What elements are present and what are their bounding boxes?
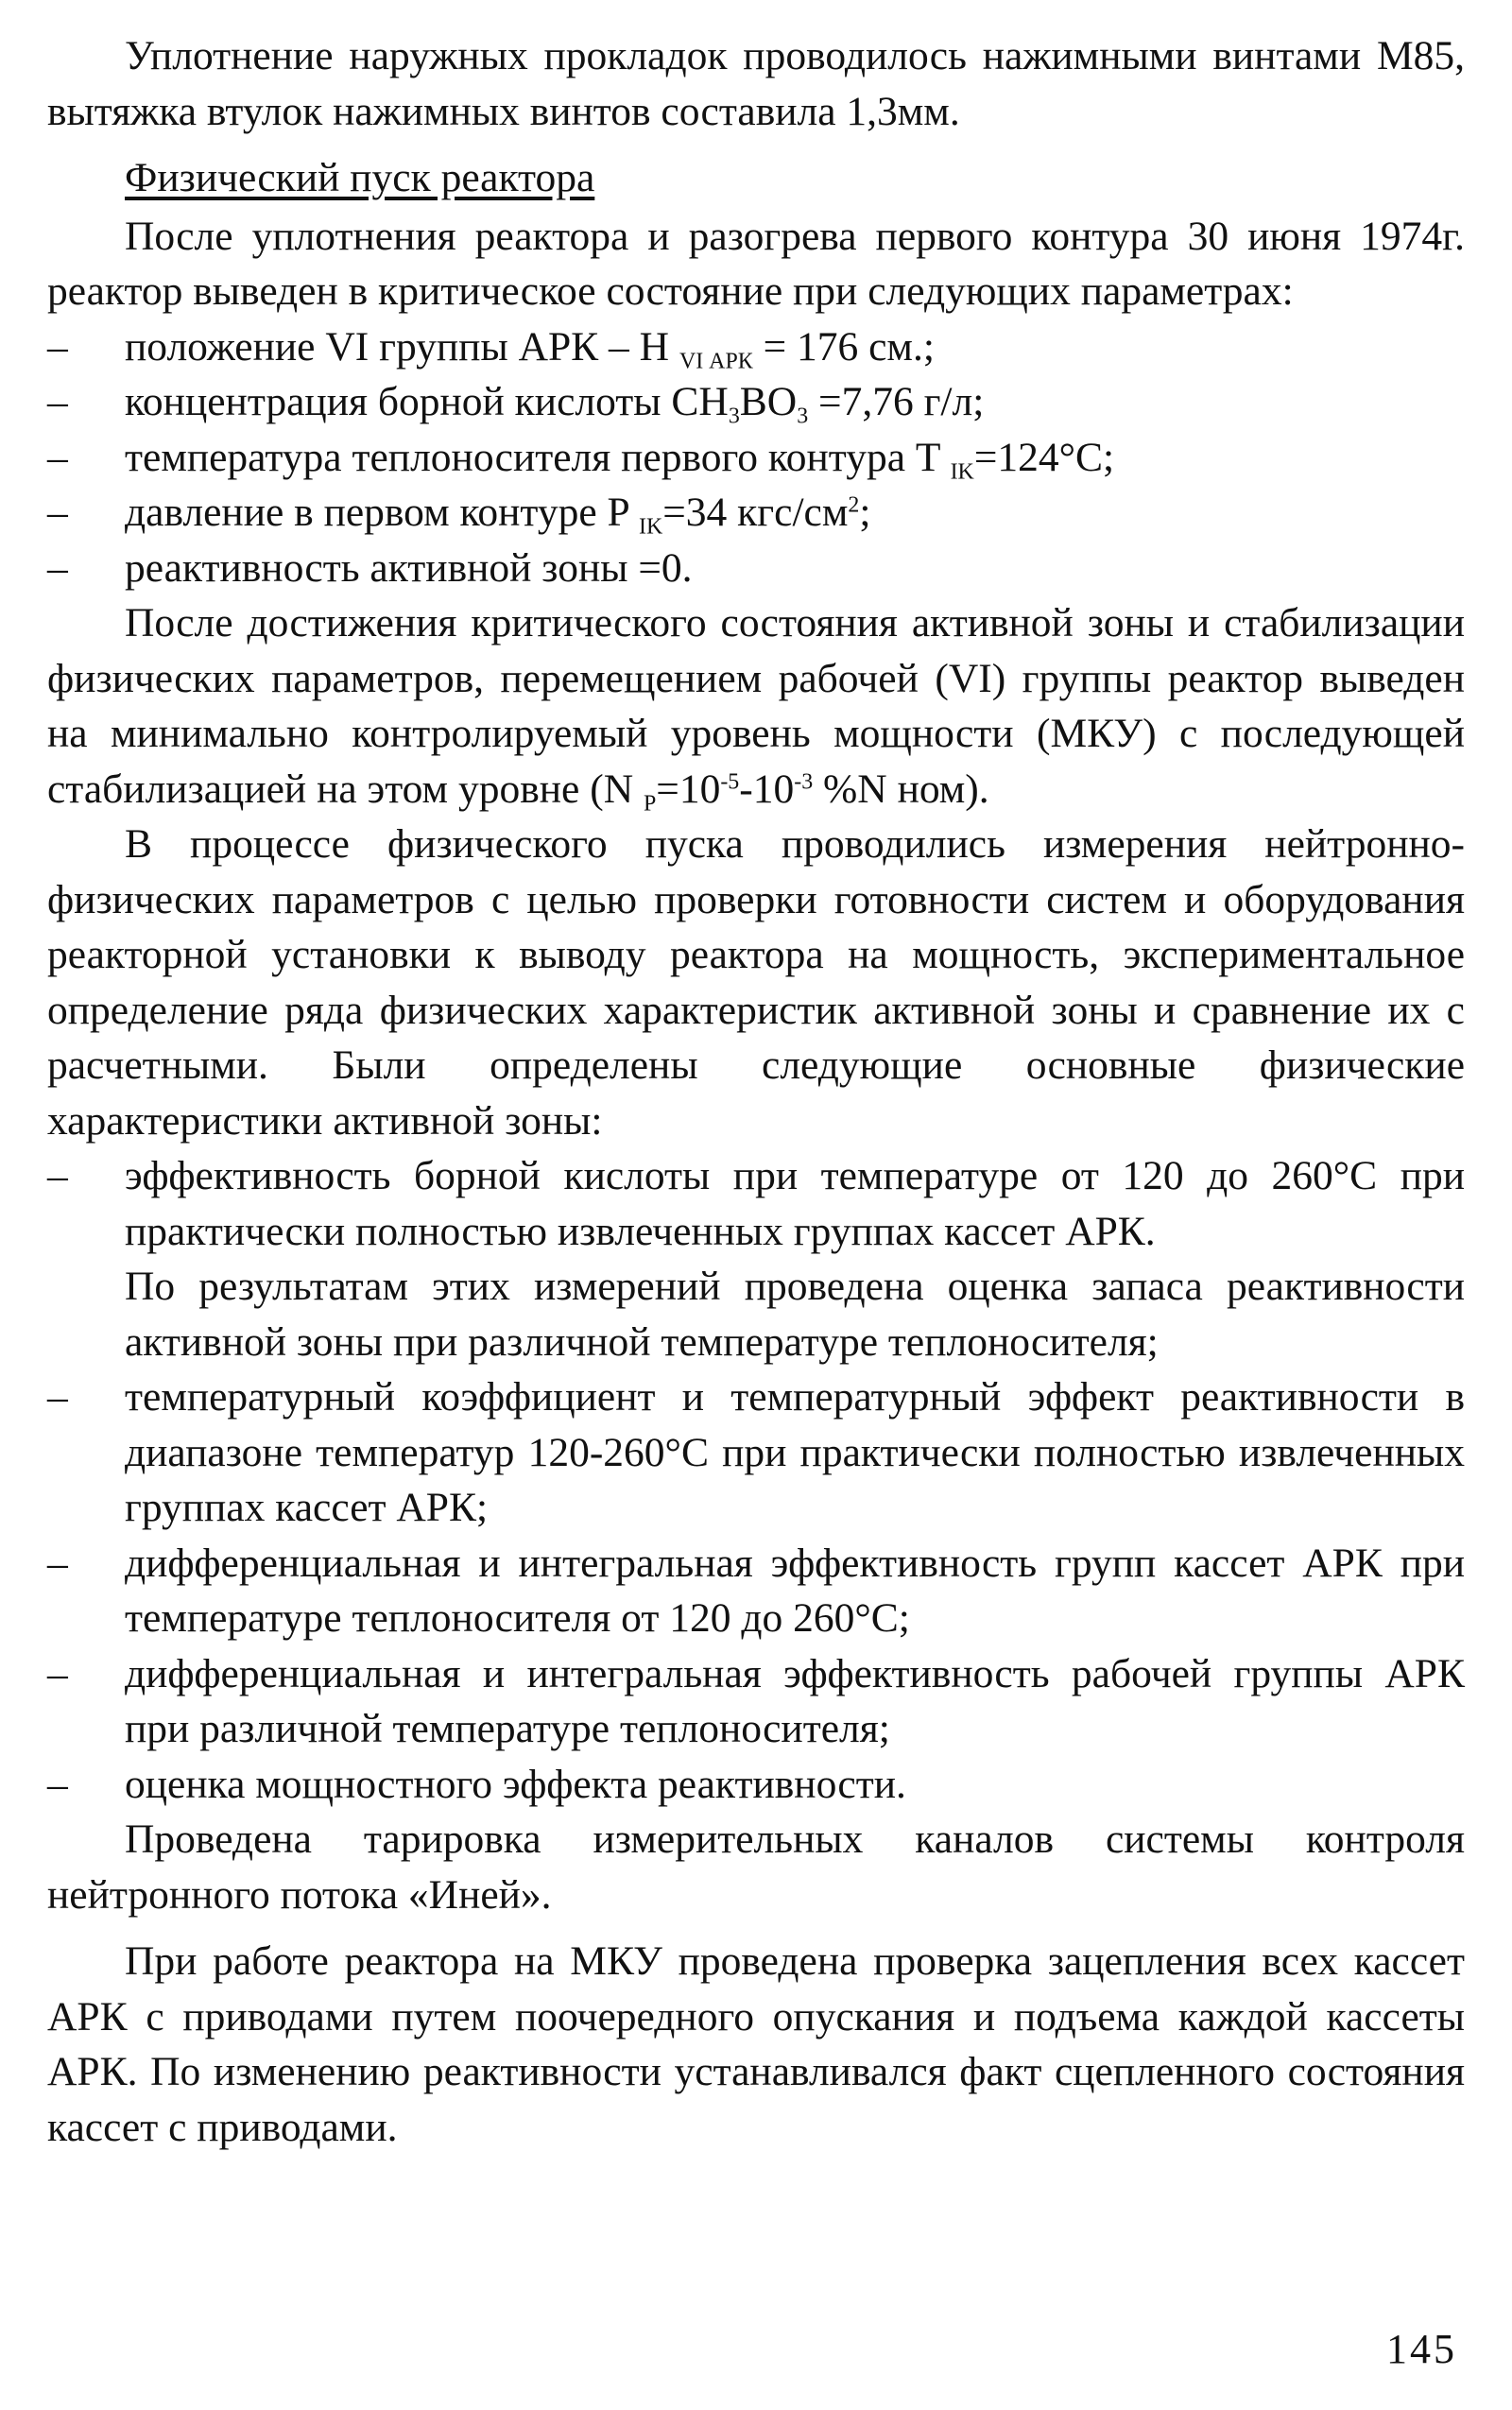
dash-bullet: –	[47, 434, 68, 480]
char-working-group-efficiency: дифференциальная и интегральная эффективность рабочей группы АРК при различной температуре теплоносителя;	[125, 1650, 1465, 1751]
dash-bullet: –	[47, 490, 68, 535]
page-number: 145	[1386, 2326, 1457, 2372]
characteristics-list	[47, 1148, 1465, 1812]
param-boric-acid: концентрация борной кислоты $CH_3BO_3 =7,76$ г/л;	[125, 379, 985, 429]
dash-bullet: –	[47, 323, 68, 370]
param-pressure: давление в первом контуре P $_{IK}$=34 кгс/$см^2$;	[125, 490, 871, 540]
param-coolant-temperature: температура теплоносителя первого контура T $_{IK}$=124°C;	[125, 434, 1115, 484]
paragraph-measurements: В процессе физического пуска проводились измерения нейтронно-физических параметров с целью проверки готовности систем и оборудования реакторной установки к выводу реактора на мощность, экспериментальное определение ряда физических характеристик активной зоны и сравнение их с расчетными. Были определены следующие основные физические характеристики активной зоны:	[47, 821, 1465, 1144]
paragraph-mku: После достижения критического состояния активной зоны и стабилизации физических параметров, перемещением рабочей (VI) группы реактор выведен на минимально контролируемый уровень мощности (МКУ) с последующей стабилизацией на этом уровне (N $_P=10^{-5}-10^{-3}$ %N ном).	[47, 600, 1465, 816]
param-reactivity: реактивность активной зоны =0.	[125, 544, 693, 591]
list-item	[47, 1369, 1465, 1536]
dash-bullet: –	[47, 1650, 68, 1696]
list-item	[47, 1646, 1465, 1757]
dash-bullet: –	[47, 379, 68, 424]
list-item	[47, 374, 1465, 430]
dash-bullet: –	[47, 1761, 68, 1807]
char-power-effect: оценка мощностного эффекта реактивности.	[125, 1761, 906, 1807]
parameter-list	[47, 319, 1465, 596]
char-boric-efficiency: эффективность борной кислоты при температуре от 120 до 260°С при практически полностью извлеченных группах кассет АРК.	[125, 1153, 1465, 1254]
paragraph-seal: Уплотнение наружных прокладок проводилось нажимными винтами М85, вытяжка втулок нажимных винтов составила 1,3мм.	[47, 33, 1465, 134]
char-temperature-coefficient: температурный коэффициент и температурный эффект реактивности в диапазоне температур 120-260°С при практически полностью извлеченных группах кассет АРК;	[125, 1374, 1465, 1530]
list-item	[47, 430, 1465, 486]
dash-bullet: –	[47, 1540, 68, 1586]
dash-bullet: –	[47, 1374, 68, 1420]
paragraph-calibration: Проведена тарировка измерительных каналов системы контроля нейтронного потока «Иней».	[47, 1816, 1465, 1918]
list-item	[47, 485, 1465, 541]
document-page	[47, 28, 1465, 2155]
list-item	[47, 541, 1465, 596]
dash-bullet: –	[47, 544, 68, 591]
section-heading: Физический пуск реактора	[125, 155, 595, 200]
paragraph-critical-state: После уплотнения реактора и разогрева первого контура 30 июня 1974г. реактор выведен в критическое состояние при следующих параметрах:	[47, 213, 1465, 314]
paragraph-coupling-check: При работе реактора на МКУ проведена проверка зацепления всех кассет АРК с приводами путем поочередного опускания и подъема каждой кассеты АРК. По изменению реактивности устанавливался факт сцепленного состояния кассет с приводами.	[47, 1938, 1465, 2150]
param-group-position: положение VI группы АРК – Н $_{VI АРК}$ = 176 см.;	[125, 323, 935, 373]
char-group-efficiency: дифференциальная и интегральная эффективность групп кассет АРК при температуре теплоносителя от 120 до 260°С;	[125, 1540, 1465, 1641]
dash-bullet: –	[47, 1153, 68, 1198]
list-item	[47, 319, 1465, 375]
list-item	[47, 1757, 1465, 1813]
list-item	[47, 1148, 1465, 1259]
paragraph-reactivity-margin: По результатам этих измерений проведена оценка запаса реактивности активной зоны при различной температуре теплоносителя;	[125, 1264, 1465, 1365]
list-item	[47, 1536, 1465, 1646]
